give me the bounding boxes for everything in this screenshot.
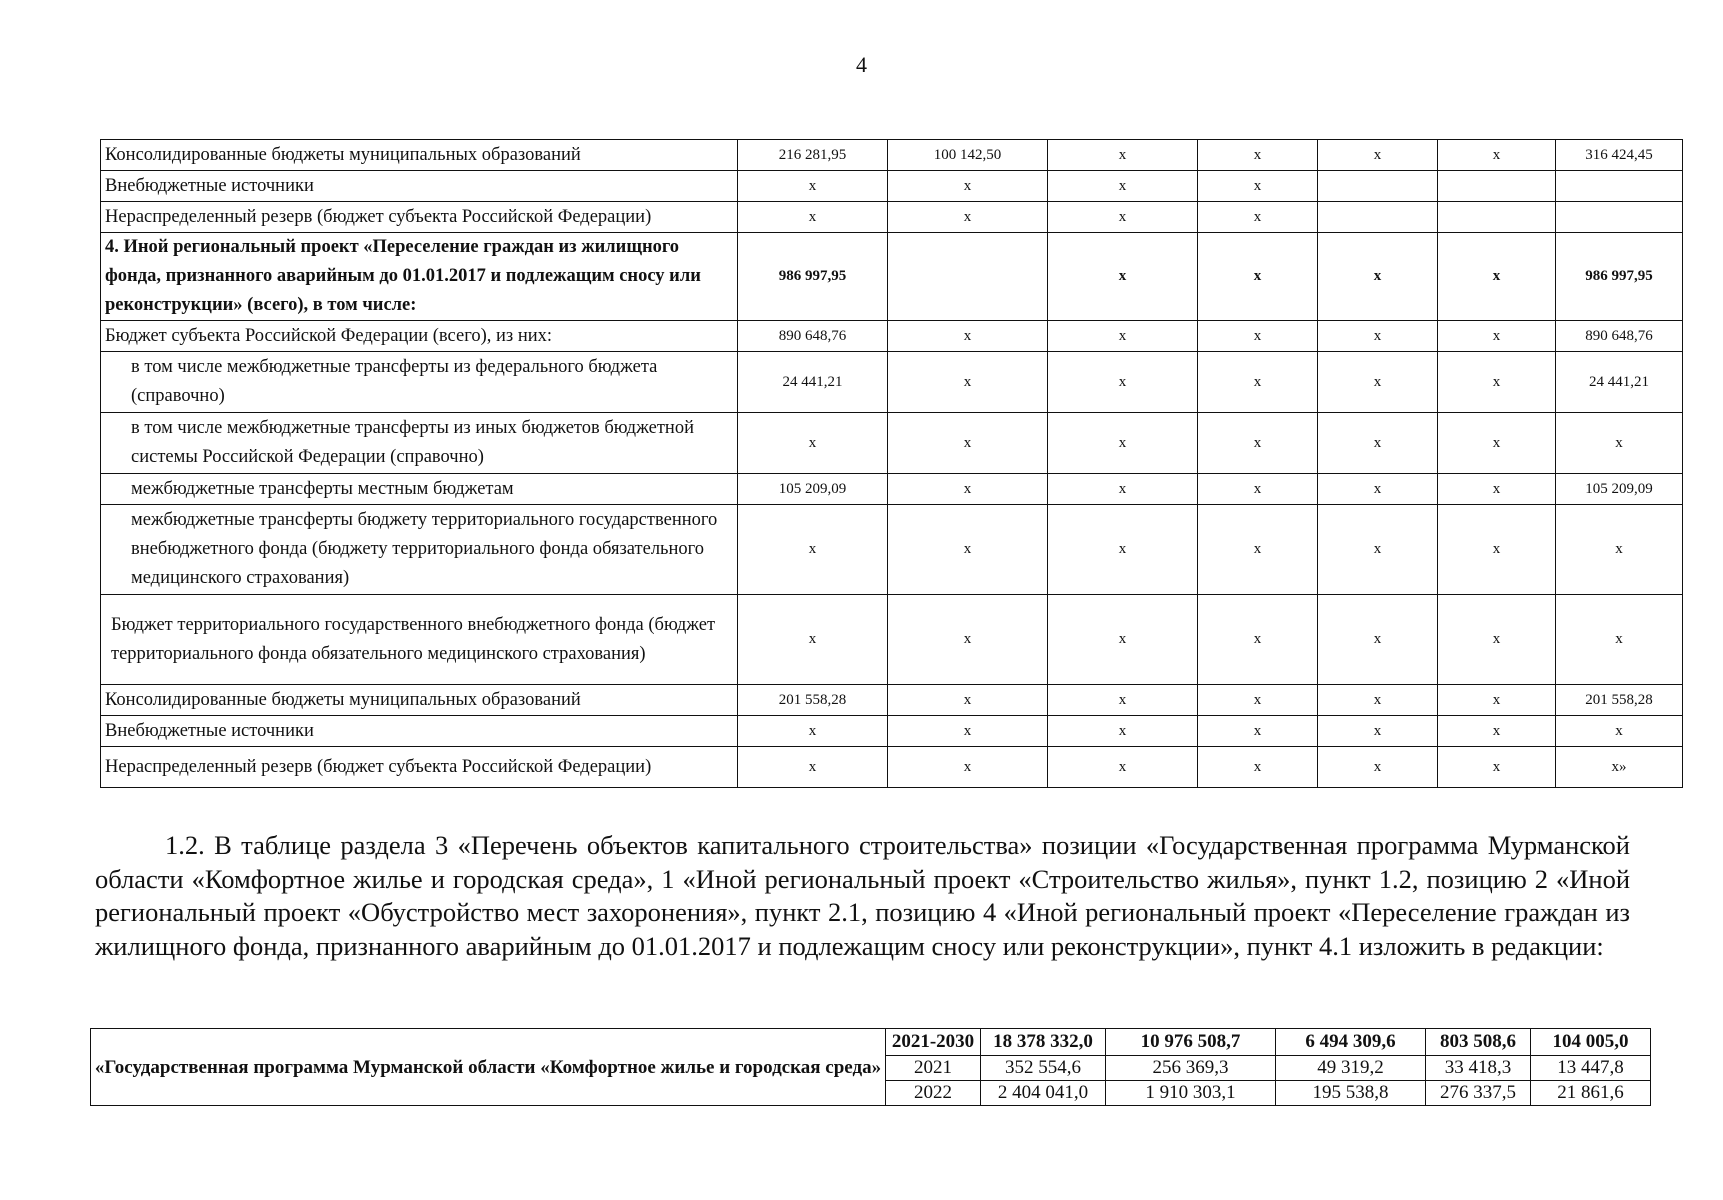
table-cell: 100 142,50 bbox=[888, 140, 1048, 171]
table-row bbox=[91, 1029, 1651, 1056]
funding-table bbox=[100, 139, 1683, 788]
table-cell: x bbox=[1556, 595, 1683, 685]
period-cell: 2022 bbox=[886, 1081, 981, 1106]
table-cell: x bbox=[738, 716, 888, 747]
value-cell: 10 976 508,7 bbox=[1106, 1029, 1276, 1056]
amendment-paragraph bbox=[95, 829, 1630, 963]
table-cell: x bbox=[1048, 595, 1198, 685]
row-label: 4. Иной региональный проект «Переселение граждан из жилищного фонда, признанного аварийным до 01.01.2017 и подлежащим сносу или реконструкции» (всего), в том числе: bbox=[101, 233, 738, 321]
table-cell bbox=[1318, 171, 1438, 202]
value-cell: 256 369,3 bbox=[1106, 1056, 1276, 1081]
table-cell: x bbox=[888, 685, 1048, 716]
table-cell: 890 648,76 bbox=[1556, 321, 1683, 352]
value-cell: 104 005,0 bbox=[1531, 1029, 1651, 1056]
table-cell: x bbox=[1198, 595, 1318, 685]
table-cell bbox=[1556, 171, 1683, 202]
table-row bbox=[101, 171, 1683, 202]
row-label: Нераспределенный резерв (бюджет субъекта Российской Федерации) bbox=[101, 747, 738, 788]
table-cell bbox=[1438, 171, 1556, 202]
table-cell: x bbox=[1438, 747, 1556, 788]
table-cell: x bbox=[888, 171, 1048, 202]
table-cell: x bbox=[1556, 716, 1683, 747]
table-cell: x bbox=[1198, 505, 1318, 595]
value-cell: 21 861,6 bbox=[1531, 1081, 1651, 1106]
value-cell: 2 404 041,0 bbox=[981, 1081, 1106, 1106]
value-cell: 13 447,8 bbox=[1531, 1056, 1651, 1081]
table-cell: 986 997,95 bbox=[1556, 233, 1683, 321]
value-cell: 1 910 303,1 bbox=[1106, 1081, 1276, 1106]
table-cell: x bbox=[1048, 233, 1198, 321]
table-cell: x bbox=[738, 413, 888, 474]
table-cell: x bbox=[1318, 474, 1438, 505]
row-label: Консолидированные бюджеты муниципальных образований bbox=[101, 685, 738, 716]
table-cell: x bbox=[738, 747, 888, 788]
table-cell: x bbox=[1198, 352, 1318, 413]
value-cell: 195 538,8 bbox=[1276, 1081, 1426, 1106]
table-cell: 201 558,28 bbox=[1556, 685, 1683, 716]
table-cell: x bbox=[1198, 716, 1318, 747]
table-cell: x bbox=[1438, 685, 1556, 716]
table-row bbox=[101, 505, 1683, 595]
table-row bbox=[101, 716, 1683, 747]
table-cell: x bbox=[1438, 474, 1556, 505]
table-cell: x bbox=[888, 747, 1048, 788]
value-cell: 33 418,3 bbox=[1426, 1056, 1531, 1081]
table-row bbox=[101, 685, 1683, 716]
table-cell: x bbox=[1438, 716, 1556, 747]
table-cell: x bbox=[738, 202, 888, 233]
table-row bbox=[101, 352, 1683, 413]
table-cell: x bbox=[1198, 474, 1318, 505]
value-cell: 18 378 332,0 bbox=[981, 1029, 1106, 1056]
table-cell: x bbox=[888, 413, 1048, 474]
row-label: Бюджет территориального государственного внебюджетного фонда (бюджет территориального фонда обязательного медицинского страхования) bbox=[101, 595, 738, 685]
row-label: в том числе межбюджетные трансферты из иных бюджетов бюджетной системы Российской Федерации (справочно) bbox=[101, 413, 738, 474]
table-cell: x bbox=[1318, 352, 1438, 413]
table-cell: x bbox=[1318, 685, 1438, 716]
table-cell: x bbox=[1048, 140, 1198, 171]
table-cell: x bbox=[1198, 233, 1318, 321]
row-label: в том числе межбюджетные трансферты из федерального бюджета (справочно) bbox=[101, 352, 738, 413]
table-cell: x bbox=[1438, 505, 1556, 595]
row-label: межбюджетные трансферты местным бюджетам bbox=[101, 474, 738, 505]
table-cell: x bbox=[1556, 413, 1683, 474]
table-cell: x bbox=[888, 716, 1048, 747]
page-number: 4 bbox=[856, 52, 867, 77]
table-row bbox=[101, 747, 1683, 788]
table-cell: x bbox=[1318, 413, 1438, 474]
table-cell: x bbox=[1048, 352, 1198, 413]
row-label: межбюджетные трансферты бюджету территориального государственного внебюджетного фонда (бюджету территориального фонда обязательного медицинского страхования) bbox=[101, 505, 738, 595]
table-cell: 105 209,09 bbox=[738, 474, 888, 505]
table-row bbox=[101, 474, 1683, 505]
row-label: Бюджет субъекта Российской Федерации (всего), из них: bbox=[101, 321, 738, 352]
table-row bbox=[101, 233, 1683, 321]
table-cell: x bbox=[738, 171, 888, 202]
table-cell: x bbox=[738, 595, 888, 685]
row-label: Внебюджетные источники bbox=[101, 171, 738, 202]
table-cell: x bbox=[1048, 716, 1198, 747]
table-cell: x bbox=[888, 595, 1048, 685]
table-cell: 105 209,09 bbox=[1556, 474, 1683, 505]
table-cell: 216 281,95 bbox=[738, 140, 888, 171]
period-cell: 2021-2030 bbox=[886, 1029, 981, 1056]
table-cell: x bbox=[888, 474, 1048, 505]
capital-construction-table bbox=[90, 1028, 1651, 1106]
table-cell bbox=[1556, 202, 1683, 233]
table-cell: x bbox=[1048, 321, 1198, 352]
table-cell: x bbox=[888, 352, 1048, 413]
table-cell: 24 441,21 bbox=[738, 352, 888, 413]
table-cell: x bbox=[1048, 413, 1198, 474]
table-cell: x» bbox=[1556, 747, 1683, 788]
table-cell: x bbox=[888, 202, 1048, 233]
paragraph-text: 1.2. В таблице раздела 3 «Перечень объектов капитального строительства» позиции «Государственная программа Мурманской области «Комфортное жилье и городская среда», 1 «Иной региональный проект «Строительство жилья», пункт 1.2, позицию 2 «Иной региональный проект «Обустройство мест захоронения», пункт 2.1, позицию 4 «Иной региональный проект «Переселение граждан из жилищного фонда, признанного аварийным до 01.01.2017 и подлежащим сносу или реконструкции», пункт 4.1 изложить в редакции: bbox=[95, 830, 1630, 961]
table-cell: x bbox=[1318, 505, 1438, 595]
table-cell: 986 997,95 bbox=[738, 233, 888, 321]
table-cell: x bbox=[1318, 233, 1438, 321]
table-cell: x bbox=[888, 505, 1048, 595]
table-cell: x bbox=[1556, 505, 1683, 595]
value-cell: 352 554,6 bbox=[981, 1056, 1106, 1081]
table-cell: x bbox=[1198, 413, 1318, 474]
table-cell: x bbox=[1318, 321, 1438, 352]
table-cell: x bbox=[1438, 352, 1556, 413]
row-label: Нераспределенный резерв (бюджет субъекта Российской Федерации) bbox=[101, 202, 738, 233]
table-cell: x bbox=[1438, 321, 1556, 352]
table-cell: x bbox=[1048, 171, 1198, 202]
value-cell: 276 337,5 bbox=[1426, 1081, 1531, 1106]
table-cell bbox=[1438, 202, 1556, 233]
table-cell: x bbox=[1438, 413, 1556, 474]
table-cell: x bbox=[1198, 747, 1318, 788]
table-row bbox=[101, 202, 1683, 233]
table-cell: x bbox=[1198, 202, 1318, 233]
period-cell: 2021 bbox=[886, 1056, 981, 1081]
table-cell: x bbox=[1048, 685, 1198, 716]
table-cell: x bbox=[1438, 140, 1556, 171]
table-cell: x bbox=[1318, 595, 1438, 685]
table-cell: x bbox=[1438, 595, 1556, 685]
table-row bbox=[101, 595, 1683, 685]
table-cell: 890 648,76 bbox=[738, 321, 888, 352]
row-label: Консолидированные бюджеты муниципальных образований bbox=[101, 140, 738, 171]
table-cell: 201 558,28 bbox=[738, 685, 888, 716]
program-name: «Государственная программа Мурманской области «Комфортное жилье и городская среда» bbox=[91, 1029, 886, 1106]
table-cell: x bbox=[1198, 171, 1318, 202]
table-cell: x bbox=[888, 321, 1048, 352]
value-cell: 49 319,2 bbox=[1276, 1056, 1426, 1081]
table-row bbox=[101, 321, 1683, 352]
table-cell: x bbox=[1048, 747, 1198, 788]
table-cell: x bbox=[1318, 140, 1438, 171]
value-cell: 6 494 309,6 bbox=[1276, 1029, 1426, 1056]
table-cell: x bbox=[1048, 505, 1198, 595]
table-cell bbox=[888, 233, 1048, 321]
table-cell: x bbox=[1198, 321, 1318, 352]
table-row bbox=[101, 140, 1683, 171]
table-cell: x bbox=[738, 505, 888, 595]
table-cell: x bbox=[1048, 202, 1198, 233]
table-cell: x bbox=[1198, 685, 1318, 716]
row-label: Внебюджетные источники bbox=[101, 716, 738, 747]
table-cell: x bbox=[1438, 233, 1556, 321]
table-cell: x bbox=[1318, 716, 1438, 747]
table-cell: x bbox=[1318, 747, 1438, 788]
table-row bbox=[101, 413, 1683, 474]
table-cell: 24 441,21 bbox=[1556, 352, 1683, 413]
table-cell: x bbox=[1048, 474, 1198, 505]
value-cell: 803 508,6 bbox=[1426, 1029, 1531, 1056]
table-cell: 316 424,45 bbox=[1556, 140, 1683, 171]
table-cell bbox=[1318, 202, 1438, 233]
table-cell: x bbox=[1198, 140, 1318, 171]
